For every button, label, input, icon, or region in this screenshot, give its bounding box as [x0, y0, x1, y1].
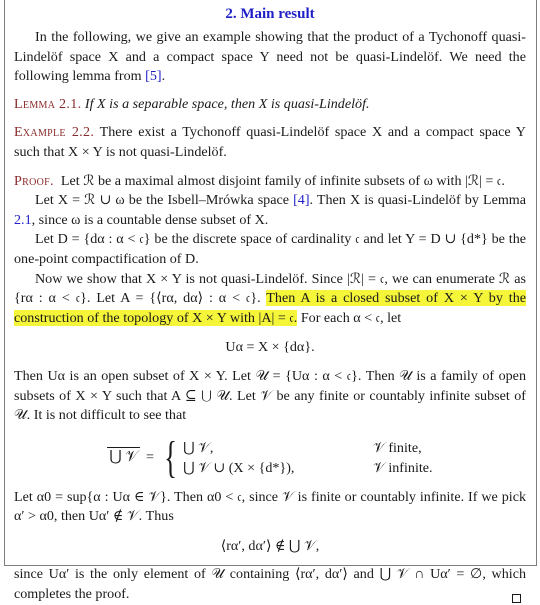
case-finite-cond: 𝒱 finite,: [373, 439, 422, 456]
lemma-ref-link[interactable]: 2.1: [14, 211, 32, 228]
qed-box-icon: [512, 594, 521, 603]
proof-text-4b: For each α < 𝔠, let: [297, 309, 402, 326]
case-infinite-cond: 𝒱 infinite.: [373, 459, 433, 476]
case-infinite: [183, 458, 433, 478]
highlighted-text: Then A is a closed subset of X × Y by the construction of the topology of X × Y with |A| = 𝔠.: [14, 290, 526, 326]
proof-paragraph-1: [14, 172, 526, 192]
proof-paragraph-3: Let D = {dα : α < 𝔠} be the discrete space of cardinality 𝔠 and let Y = D ∪ {d*} be the one-point compactification of D.: [14, 231, 526, 267]
proof-paragraph-2: [14, 191, 526, 230]
paper-page: [14, 0, 526, 605]
proof-text-7: since Uα′ is the only element of 𝒰 containing ⟨rα′, dα′⟩ and ⋃ 𝒱 ∩ Uα′ = ∅, which completes the proof.: [14, 566, 526, 603]
equation-not-in-closure: ⟨rα′, dα′⟩ ∉ ⋃ 𝒱,: [220, 537, 320, 554]
proof-text-4a: Now we show that X × Y is not quasi-Lindelöf. Since |ℛ| = 𝔠, we can enumerate ℛ as {rα : α < 𝔠}. Let A = {⟨rα, dα⟩ : α < 𝔠}.: [14, 270, 526, 307]
equation-closure-cases: [14, 432, 526, 482]
case-infinite-expr: ⋃ 𝒱 ∪ (X × {d*}),: [183, 459, 295, 476]
proof-paragraph-4: [14, 270, 526, 329]
proof-label: Proof.: [14, 172, 54, 189]
example-label: Example 2.2.: [14, 124, 95, 141]
section-heading: 2. Main result: [225, 6, 315, 22]
intro-text-end: .: [161, 68, 166, 85]
intro-paragraph: [14, 28, 526, 87]
citation-link[interactable]: [4]: [293, 192, 310, 209]
case-finite: [183, 438, 433, 458]
example-block: [14, 123, 526, 162]
citation-link[interactable]: [5]: [145, 68, 162, 85]
proof-text-2b: . Then X is quasi-Lindelöf by Lemma: [309, 192, 526, 209]
case-rows: [183, 438, 433, 478]
equals-sign: =: [145, 448, 154, 465]
lemma-block: [14, 95, 526, 115]
left-brace: {: [164, 432, 177, 482]
lemma-statement: If X is a separable space, then X is quasi-Lindelöf.: [84, 95, 370, 112]
example-statement: There exist a Tychonoff quasi-Lindelöf space X and a compact space Y such that X × Y is not quasi-Lindelöf.: [14, 124, 526, 160]
proof-paragraph-6: Let α0 = sup{α : Uα ∈ 𝒱}. Then α0 < 𝔠, since 𝒱 is finite or countably infinite. If we pick α′ > α0, then Uα′ ∉ 𝒱. Thus: [14, 488, 526, 525]
intro-text: In the following, we give an example showing that the product of a Tychonoff quasi-Lindelöf space X and a compact space Y need not be quasi-Lindelöf. We need the following lemma from: [14, 29, 526, 85]
lemma-label: Lemma 2.1.: [14, 95, 82, 112]
proof-text-1: Let ℛ be a maximal almost disjoint family of infinite subsets of ω with |ℛ| = 𝔠.: [60, 172, 505, 189]
equation-u-alpha: Uα = X × {dα}.: [225, 339, 315, 356]
proof-text-2a: Let X = ℛ ∪ ω be the Isbell–Mrówka space: [35, 192, 294, 209]
closure-lhs: ⋃ 𝒱: [107, 447, 140, 468]
proof-paragraph-7: [14, 565, 526, 604]
proof-text-2c: , since ω is a countable dense subset of X.: [31, 211, 269, 228]
proof-paragraph-5: Then Uα is an open subset of X × Y. Let 𝒰 = {Uα : α < 𝔠}. Then 𝒰 is a family of open subsets of X × Y such that A ⊆ ⋃ 𝒰. Let 𝒱 be any finite or countably infinite subset of 𝒰. It is not difficult to see that: [14, 367, 526, 424]
case-finite-expr: ⋃ 𝒱,: [183, 439, 214, 456]
